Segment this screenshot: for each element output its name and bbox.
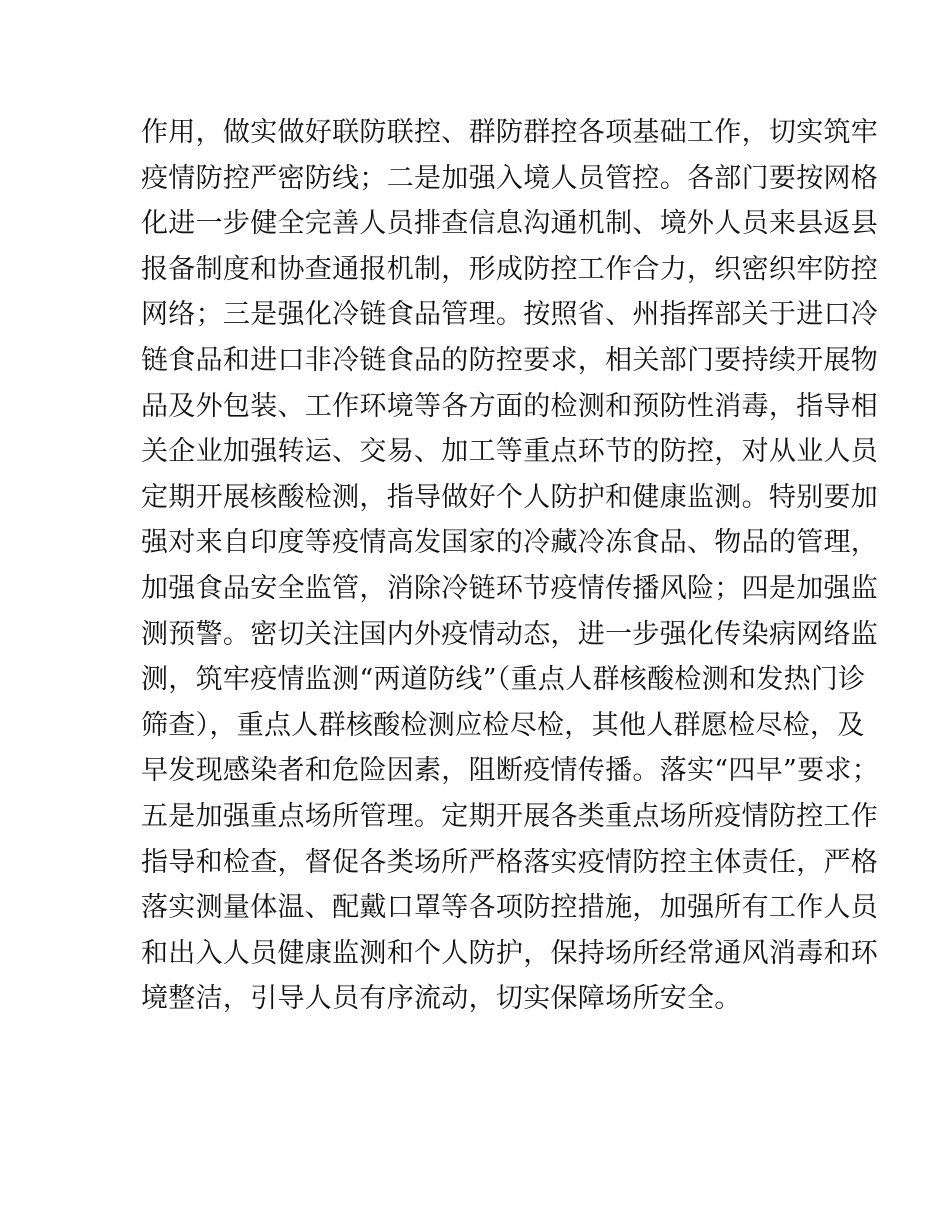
text-line-16: 五是加强重点场所管理。定期开展各类重点场所疫情防控工作 — [141, 800, 879, 832]
text-line-14: 筛查），重点人群核酸检测应检尽检，其他人群愿检尽检，及 — [141, 709, 865, 741]
text-line-18: 落实测量体温、配戴口罩等各项防控措施，加强所有工作人员 — [141, 892, 879, 924]
text-line-3: 化进一步健全完善人员排查信息沟通机制、境外人员来县返县 — [141, 208, 879, 240]
text-line-15: 早发现感染者和危险因素，阻断疫情传播。落实“四早”要求； — [141, 755, 880, 787]
text-line-19: 和出入人员健康监测和个人防护，保持场所经常通风消毒和环 — [141, 937, 879, 969]
text-line-17: 指导和检查，督促各类场所严格落实疫情防控主体责任，严格 — [141, 846, 879, 878]
text-line-20: 境整洁，引导人员有序流动，切实保障场所安全。 — [141, 983, 742, 1015]
text-line-5: 网络；三是强化冷链食品管理。按照省、州指挥部关于进口冷 — [141, 299, 879, 331]
text-line-13: 测，筑牢疫情监测“两道防线”（重点人群核酸检测和发热门诊 — [141, 664, 866, 696]
text-line-2: 疫情防控严密防线；二是加强入境人员管控。各部门要按网格 — [141, 162, 879, 194]
text-line-10: 强对来自印度等疫情高发国家的冷藏冷冻食品、物品的管理， — [141, 527, 879, 559]
text-line-7: 品及外包装、工作环境等各方面的检测和预防性消毒，指导相 — [141, 390, 879, 422]
text-line-12: 测预警。密切关注国内外疫情动态，进一步强化传染病网络监 — [141, 618, 879, 650]
text-line-4: 报备制度和协查通报机制，形成防控工作合力，织密织牢防控 — [141, 253, 879, 285]
text-line-9: 定期开展核酸检测，指导做好个人防护和健康监测。特别要加 — [141, 481, 879, 513]
text-line-1: 作用，做实做好联防联控、群防群控各项基础工作，切实筑牢 — [141, 117, 879, 148]
text-line-6: 链食品和进口非冷链食品的防控要求，相关部门要持续开展物 — [141, 344, 879, 376]
text-line-11: 加强食品安全监管，消除冷链环节疫情传播风险；四是加强监 — [141, 572, 879, 604]
text-line-8: 关企业加强转运、交易、加工等重点环节的防控，对从业人员 — [141, 436, 879, 468]
body-paragraph — [141, 110, 880, 1022]
